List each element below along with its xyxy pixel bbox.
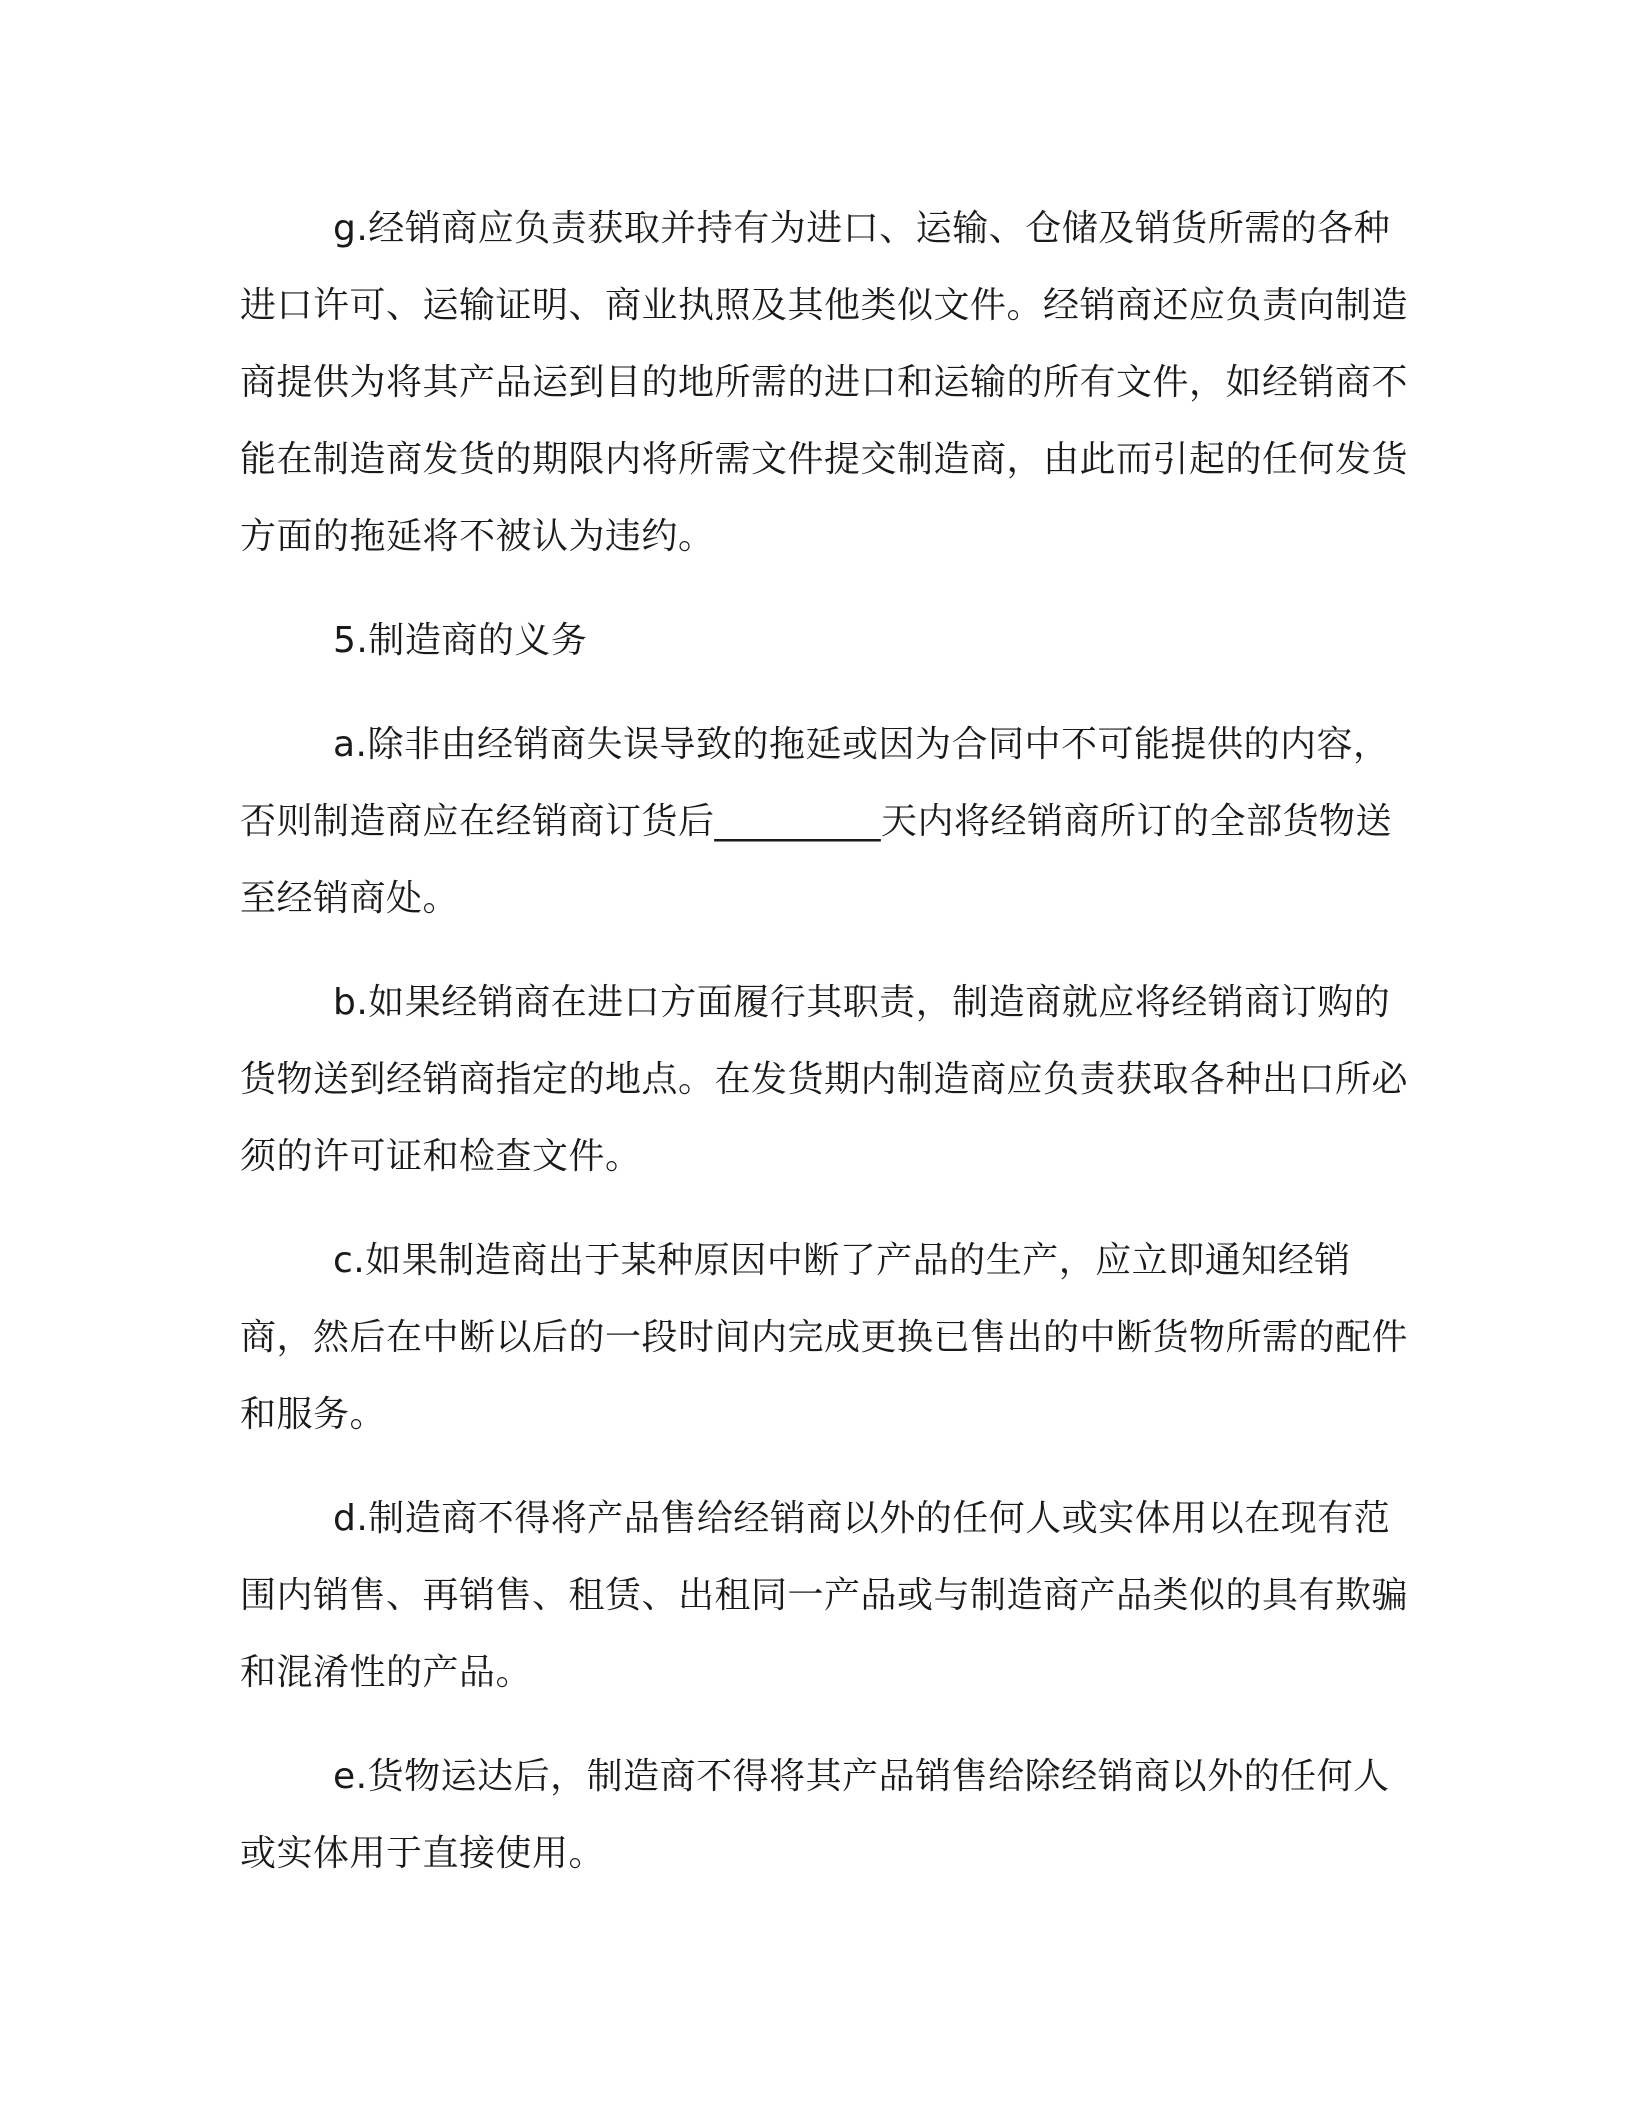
clause-e-paragraph: e.货物运达后，制造商不得将其产品销售给除经销商以外的任何人或实体用于直接使用。 (240, 1756, 1390, 1874)
clause-a-paragraph: a.除非由经销商失误导致的拖延或因为合同中不可能提供的内容，否则制造商应在经销商订货后_________天内将经销商所订的全部货物送至经销商处。 (240, 724, 1393, 919)
clause-d-paragraph: d.制造商不得将产品售给经销商以外的任何人或实体用以在现有范围内销售、再销售、租赁、出租同一产品或与制造商产品类似的具有欺骗和混淆性的产品。 (240, 1498, 1409, 1693)
clause-c-paragraph: c.如果制造商出于某种原因中断了产品的生产，应立即通知经销商，然后在中断以后的一段时间内完成更换已售出的中断货物所需的配件和服务。 (240, 1240, 1409, 1435)
clause-b-paragraph: b.如果经销商在进口方面履行其职责，制造商就应将经销商订购的货物送到经销商指定的地点。在发货期内制造商应负责获取各种出口所必须的许可证和检查文件。 (240, 982, 1409, 1177)
clause-g-paragraph: g.经销商应负责获取并持有为进口、运输、仓储及销货所需的各种进口许可、运输证明、商业执照及其他类似文件。经销商还应负责向制造商提供为将其产品运到目的地所需的进口和运输的所有文件，如经销商不能在制造商发货的期限内将所需文件提交制造商，由此而引起的任何发货方面的拖延将不被认为违约。 (240, 208, 1409, 557)
section-5-heading: 5.制造商的义务 (333, 620, 588, 661)
document-page (240, 190, 1410, 1892)
